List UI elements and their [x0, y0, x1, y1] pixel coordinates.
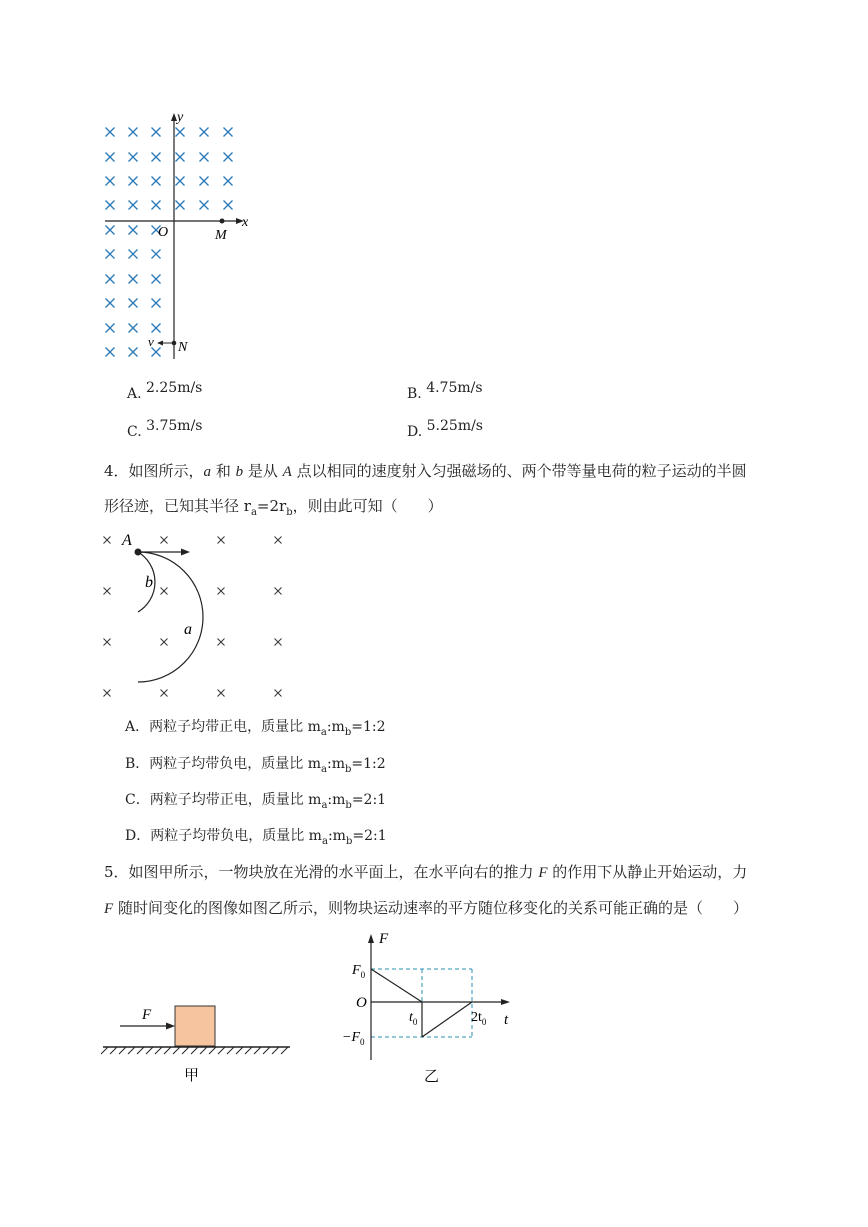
field-cross	[275, 690, 282, 697]
field-cross	[106, 299, 115, 308]
field-cross	[200, 128, 209, 137]
q5-stem-line2: F 随时间变化的图像如图乙所示，则物块运动速率的平方随位移变化的关系可能正确的是（ ）	[104, 899, 748, 917]
field-cross	[176, 201, 185, 210]
force-line-1	[371, 969, 422, 1002]
q4-option-c[interactable]: C．两粒子均带正电，质量比 $m_a:m_b=2:1$	[125, 792, 387, 811]
caption-yi: 乙	[424, 1069, 440, 1085]
q4-stem-line2: 形径迹，已知其半径 $r_a=2r_b$，则由此可知（ ）	[104, 497, 443, 518]
field-cross	[129, 177, 138, 186]
field-cross	[200, 177, 209, 186]
field-cross	[106, 324, 115, 333]
field-cross	[275, 537, 282, 544]
b-label: b	[145, 574, 153, 591]
m-label: M	[215, 228, 227, 243]
field-cross	[152, 324, 161, 333]
q4-option-a[interactable]: A．两粒子均带正电，质量比 $m_a:m_b=1:2$	[125, 719, 386, 738]
field-cross	[129, 324, 138, 333]
q3-option-b[interactable]	[407, 380, 483, 402]
q3-magnetic-field-figure	[95, 105, 265, 370]
field-cross	[152, 128, 161, 137]
field-cross	[129, 299, 138, 308]
q3-option-a[interactable]	[127, 380, 203, 402]
field-cross	[129, 226, 138, 235]
field-cross	[106, 226, 115, 235]
field-cross	[129, 201, 138, 210]
field-cross	[161, 537, 168, 544]
origin-label: O	[158, 225, 169, 240]
field-cross	[275, 639, 282, 646]
force-label: F	[142, 1007, 152, 1023]
field-cross	[200, 153, 209, 162]
field-cross	[152, 250, 161, 259]
y-axis-label: y	[177, 110, 184, 125]
field-cross	[224, 177, 233, 186]
n-label: N	[178, 340, 188, 355]
field-cross	[218, 588, 225, 595]
field-cross	[106, 153, 115, 162]
field-cross	[218, 690, 225, 697]
field-cross	[218, 639, 225, 646]
field-cross	[161, 639, 168, 646]
option-letter: C.	[127, 424, 142, 440]
field-crosses	[104, 537, 282, 697]
field-cross	[106, 250, 115, 259]
neg-f0-label: $-F_0$	[342, 1030, 365, 1047]
caption-jia: 甲	[184, 1068, 200, 1084]
field-cross	[106, 128, 115, 137]
q4-option-b[interactable]: B．两粒子均带负电，质量比 $m_a:m_b=1:2$	[125, 756, 386, 775]
field-cross	[218, 537, 225, 544]
trajectory-a	[138, 552, 203, 682]
q3-option-c[interactable]	[127, 418, 203, 440]
point-m	[220, 219, 225, 224]
field-cross	[224, 153, 233, 162]
option-letter: D.	[407, 424, 423, 440]
f0-label: $F_0$	[352, 963, 366, 980]
field-cross	[129, 250, 138, 259]
option-value: 2.25m/s	[146, 380, 203, 396]
field-cross	[176, 153, 185, 162]
q5-figure-yi	[340, 925, 520, 1090]
q4-stem-line1: 4．如图所示，a 和 b 是从 A 点以相同的速度射入匀强磁场的、两个带等量电荷的粒子运动的半圆	[104, 462, 747, 480]
field-cross	[152, 275, 161, 284]
option-letter: A.	[127, 386, 142, 402]
q3-option-d[interactable]	[407, 418, 483, 440]
field-cross	[104, 537, 111, 544]
field-cross	[200, 201, 209, 210]
option-value: 5.25m/s	[426, 418, 483, 434]
option-value: 4.75m/s	[426, 380, 483, 396]
field-cross	[104, 639, 111, 646]
q4-semicircle-figure	[95, 527, 305, 702]
v-label: v	[148, 334, 154, 349]
q5-figure-jia	[100, 998, 295, 1088]
origin-label: O	[356, 995, 367, 1011]
field-cross	[161, 690, 168, 697]
x-axis-label: x	[242, 215, 249, 230]
t0-label: $t_0$	[409, 1010, 418, 1027]
field-cross	[152, 177, 161, 186]
field-cross	[129, 275, 138, 284]
field-cross	[152, 153, 161, 162]
q4-option-d[interactable]: D．两粒子均带负电，质量比 $m_a:m_b=2:1$	[125, 828, 387, 847]
field-cross	[275, 588, 282, 595]
field-cross	[129, 153, 138, 162]
field-cross	[104, 690, 111, 697]
field-cross	[106, 348, 115, 357]
x-axis-label: t	[504, 1012, 509, 1028]
q5-stem-line1: 5．如图甲所示，一物块放在光滑的水平面上，在水平向右的推力 F 的作用下从静止开始运动，力	[104, 863, 748, 881]
field-cross	[176, 177, 185, 186]
field-cross	[152, 299, 161, 308]
field-cross	[129, 348, 138, 357]
field-cross	[106, 177, 115, 186]
force-line-2	[422, 1002, 472, 1037]
field-cross	[161, 588, 168, 595]
block	[175, 1006, 215, 1046]
two-t0-label: $2t_0$	[471, 1010, 487, 1027]
field-cross	[106, 275, 115, 284]
field-crosses	[106, 128, 233, 357]
field-cross	[104, 588, 111, 595]
a-label: a	[184, 621, 192, 638]
field-cross	[152, 201, 161, 210]
point-a-label: A	[122, 532, 132, 549]
option-value: 3.75m/s	[146, 418, 203, 434]
y-axis-label: F	[379, 931, 389, 947]
field-cross	[224, 201, 233, 210]
field-cross	[176, 128, 185, 137]
field-cross	[106, 201, 115, 210]
field-cross	[224, 128, 233, 137]
option-letter: B.	[407, 386, 422, 402]
field-cross	[129, 128, 138, 137]
